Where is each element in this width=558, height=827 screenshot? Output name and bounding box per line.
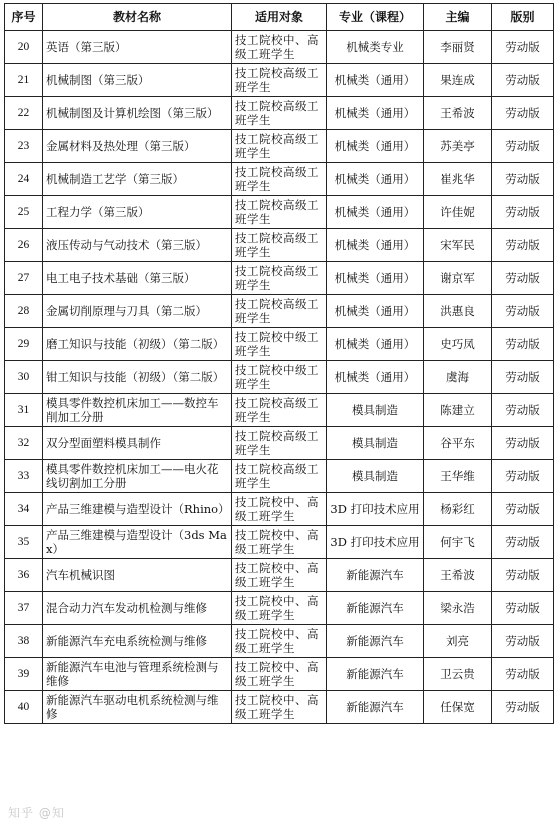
cell-target: 技工院校高级工班学生 (232, 427, 327, 460)
cell-target: 技工院校高级工班学生 (232, 163, 327, 196)
cell-title: 新能源汽车充电系统检测与维修 (43, 625, 232, 658)
cell-title: 模具零件数控机床加工——数控车削加工分册 (43, 394, 232, 427)
table-row (5, 328, 554, 361)
cell-major: 机械类（通用） (327, 328, 424, 361)
cell-edition: 劳动版 (492, 460, 554, 493)
cell-target: 技工院校中级工班学生 (232, 328, 327, 361)
cell-target: 技工院校高级工班学生 (232, 295, 327, 328)
cell-target: 技工院校高级工班学生 (232, 196, 327, 229)
cell-target: 技工院校中、高级工班学生 (232, 592, 327, 625)
table-row (5, 625, 554, 658)
cell-no: 39 (5, 658, 43, 691)
cell-no: 33 (5, 460, 43, 493)
table-row (5, 460, 554, 493)
cell-editor: 王希波 (424, 97, 492, 130)
cell-major: 机械类专业 (327, 31, 424, 64)
cell-edition: 劳动版 (492, 64, 554, 97)
cell-major: 机械类（通用） (327, 295, 424, 328)
cell-title: 英语（第三版） (43, 31, 232, 64)
cell-major: 机械类（通用） (327, 163, 424, 196)
cell-target: 技工院校高级工班学生 (232, 97, 327, 130)
cell-edition: 劳动版 (492, 427, 554, 460)
table-row (5, 427, 554, 460)
cell-target: 技工院校中、高级工班学生 (232, 31, 327, 64)
cell-title: 产品三维建模与造型设计（Rhino） (43, 493, 232, 526)
cell-major: 机械类（通用） (327, 64, 424, 97)
cell-major: 机械类（通用） (327, 130, 424, 163)
header-editor: 主编 (424, 4, 492, 31)
cell-editor: 陈建立 (424, 394, 492, 427)
table-row (5, 229, 554, 262)
table-header-row (5, 4, 554, 31)
cell-no: 37 (5, 592, 43, 625)
cell-no: 26 (5, 229, 43, 262)
cell-major: 新能源汽车 (327, 592, 424, 625)
cell-no: 34 (5, 493, 43, 526)
cell-target: 技工院校高级工班学生 (232, 394, 327, 427)
cell-title: 钳工知识与技能（初级）（第二版） (43, 361, 232, 394)
cell-editor: 王希波 (424, 559, 492, 592)
cell-target: 技工院校中、高级工班学生 (232, 658, 327, 691)
table-row (5, 592, 554, 625)
cell-title: 金属材料及热处理（第三版） (43, 130, 232, 163)
cell-no: 21 (5, 64, 43, 97)
cell-title: 汽车机械识图 (43, 559, 232, 592)
cell-target: 技工院校高级工班学生 (232, 460, 327, 493)
cell-editor: 宋军民 (424, 229, 492, 262)
table-row (5, 295, 554, 328)
cell-title: 工程力学（第三版） (43, 196, 232, 229)
cell-major: 新能源汽车 (327, 559, 424, 592)
cell-major: 模具制造 (327, 460, 424, 493)
cell-title: 双分型面塑料模具制作 (43, 427, 232, 460)
cell-target: 技工院校中级工班学生 (232, 361, 327, 394)
cell-editor: 刘亮 (424, 625, 492, 658)
cell-target: 技工院校中、高级工班学生 (232, 493, 327, 526)
cell-title: 机械制图及计算机绘图（第三版） (43, 97, 232, 130)
cell-edition: 劳动版 (492, 229, 554, 262)
cell-target: 技工院校中、高级工班学生 (232, 691, 327, 724)
cell-no: 28 (5, 295, 43, 328)
cell-edition: 劳动版 (492, 328, 554, 361)
table-row (5, 394, 554, 427)
cell-title: 产品三维建模与造型设计（3ds Max） (43, 526, 232, 559)
watermark: 知乎 @知 (8, 806, 65, 820)
table-body (5, 31, 554, 724)
cell-editor: 王华维 (424, 460, 492, 493)
textbook-table (4, 3, 554, 724)
cell-no: 36 (5, 559, 43, 592)
cell-editor: 许佳妮 (424, 196, 492, 229)
cell-edition: 劳动版 (492, 295, 554, 328)
cell-major: 3D 打印技术应用 (327, 493, 424, 526)
cell-edition: 劳动版 (492, 163, 554, 196)
cell-major: 机械类（通用） (327, 196, 424, 229)
table-row (5, 691, 554, 724)
cell-edition: 劳动版 (492, 31, 554, 64)
cell-editor: 李丽贤 (424, 31, 492, 64)
cell-editor: 任保宽 (424, 691, 492, 724)
cell-editor: 卫云贵 (424, 658, 492, 691)
cell-major: 新能源汽车 (327, 691, 424, 724)
table-row (5, 262, 554, 295)
cell-major: 模具制造 (327, 427, 424, 460)
cell-editor: 崔兆华 (424, 163, 492, 196)
table-row (5, 658, 554, 691)
cell-editor: 苏美亭 (424, 130, 492, 163)
cell-title: 新能源汽车驱动电机系统检测与维修 (43, 691, 232, 724)
cell-title: 混合动力汽车发动机检测与维修 (43, 592, 232, 625)
cell-edition: 劳动版 (492, 196, 554, 229)
table-row (5, 559, 554, 592)
cell-edition: 劳动版 (492, 526, 554, 559)
table-row (5, 493, 554, 526)
cell-editor: 果连成 (424, 64, 492, 97)
cell-no: 38 (5, 625, 43, 658)
cell-major: 新能源汽车 (327, 658, 424, 691)
table-row (5, 31, 554, 64)
header-edition: 版别 (492, 4, 554, 31)
header-target: 适用对象 (232, 4, 327, 31)
cell-edition: 劳动版 (492, 658, 554, 691)
cell-title: 机械制图（第三版） (43, 64, 232, 97)
cell-title: 电工电子技术基础（第三版） (43, 262, 232, 295)
cell-edition: 劳动版 (492, 394, 554, 427)
header-title: 教材名称 (43, 4, 232, 31)
cell-no: 25 (5, 196, 43, 229)
cell-title: 金属切削原理与刀具（第二版） (43, 295, 232, 328)
cell-edition: 劳动版 (492, 559, 554, 592)
cell-edition: 劳动版 (492, 493, 554, 526)
cell-editor: 谢京军 (424, 262, 492, 295)
cell-no: 27 (5, 262, 43, 295)
cell-target: 技工院校高级工班学生 (232, 64, 327, 97)
cell-no: 29 (5, 328, 43, 361)
cell-major: 机械类（通用） (327, 229, 424, 262)
table-row (5, 130, 554, 163)
cell-edition: 劳动版 (492, 262, 554, 295)
table-row (5, 97, 554, 130)
cell-no: 20 (5, 31, 43, 64)
table-row (5, 163, 554, 196)
cell-editor: 梁永浩 (424, 592, 492, 625)
header-no: 序号 (5, 4, 43, 31)
cell-no: 24 (5, 163, 43, 196)
cell-no: 22 (5, 97, 43, 130)
cell-editor: 杨彩红 (424, 493, 492, 526)
cell-edition: 劳动版 (492, 97, 554, 130)
cell-major: 模具制造 (327, 394, 424, 427)
cell-target: 技工院校高级工班学生 (232, 262, 327, 295)
header-major: 专业（课程） (327, 4, 424, 31)
cell-target: 技工院校高级工班学生 (232, 130, 327, 163)
cell-edition: 劳动版 (492, 625, 554, 658)
cell-editor: 洪惠良 (424, 295, 492, 328)
cell-no: 30 (5, 361, 43, 394)
cell-major: 机械类（通用） (327, 361, 424, 394)
table-row (5, 361, 554, 394)
cell-target: 技工院校中、高级工班学生 (232, 625, 327, 658)
cell-major: 新能源汽车 (327, 625, 424, 658)
cell-target: 技工院校中、高级工班学生 (232, 559, 327, 592)
cell-no: 23 (5, 130, 43, 163)
cell-no: 31 (5, 394, 43, 427)
cell-editor: 虞海 (424, 361, 492, 394)
cell-title: 液压传动与气动技术（第三版） (43, 229, 232, 262)
cell-title: 磨工知识与技能（初级）（第二版） (43, 328, 232, 361)
table-row (5, 526, 554, 559)
cell-no: 35 (5, 526, 43, 559)
table-row (5, 196, 554, 229)
cell-edition: 劳动版 (492, 130, 554, 163)
cell-editor: 何宇飞 (424, 526, 492, 559)
cell-editor: 谷平东 (424, 427, 492, 460)
cell-title: 新能源汽车电池与管理系统检测与维修 (43, 658, 232, 691)
cell-no: 40 (5, 691, 43, 724)
cell-target: 技工院校高级工班学生 (232, 229, 327, 262)
cell-edition: 劳动版 (492, 361, 554, 394)
cell-title: 机械制造工艺学（第三版） (43, 163, 232, 196)
cell-title: 模具零件数控机床加工——电火花线切割加工分册 (43, 460, 232, 493)
cell-edition: 劳动版 (492, 691, 554, 724)
cell-major: 机械类（通用） (327, 97, 424, 130)
cell-major: 3D 打印技术应用 (327, 526, 424, 559)
cell-no: 32 (5, 427, 43, 460)
cell-edition: 劳动版 (492, 592, 554, 625)
table-row (5, 64, 554, 97)
cell-editor: 史巧凤 (424, 328, 492, 361)
cell-major: 机械类（通用） (327, 262, 424, 295)
cell-target: 技工院校中、高级工班学生 (232, 526, 327, 559)
